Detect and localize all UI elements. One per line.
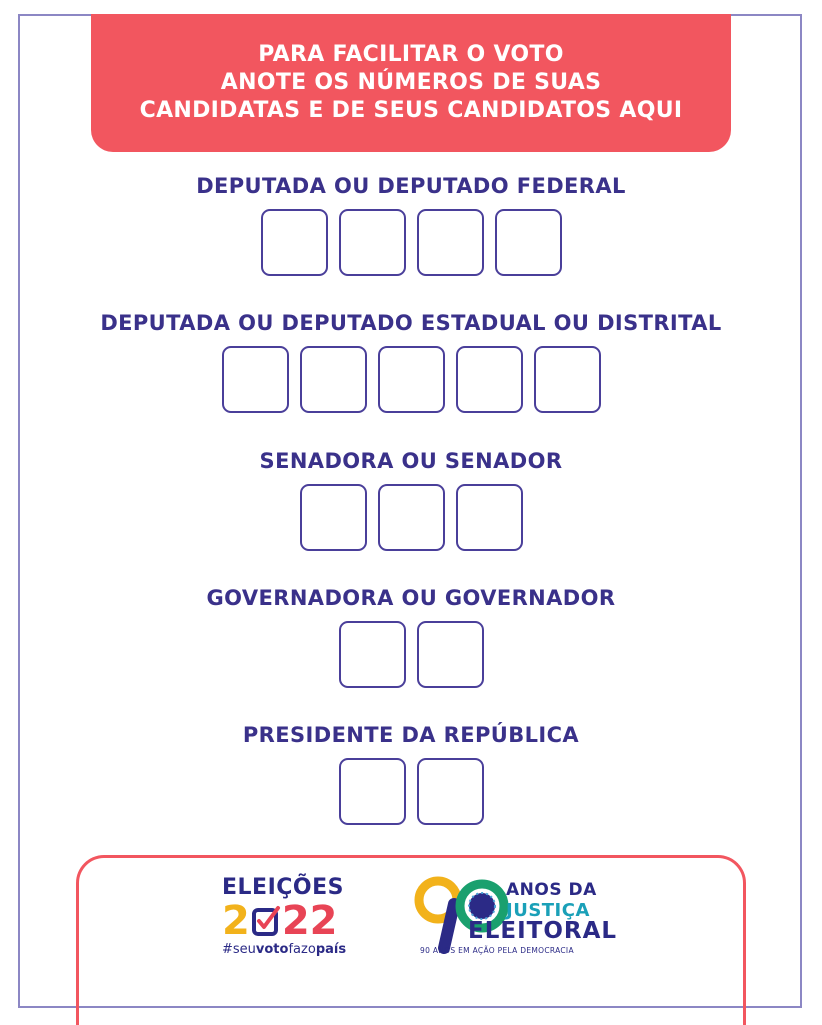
- year-2022: 2 22: [222, 898, 338, 944]
- eleicoes-title: ELEIÇÕES: [222, 875, 344, 900]
- digit-box[interactable]: [339, 621, 406, 688]
- digit-box[interactable]: [417, 758, 484, 825]
- digit-box[interactable]: [378, 346, 445, 413]
- banner-line-1: PARA FACILITAR O VOTO: [258, 42, 564, 67]
- label-senator: SENADORA OU SENADOR: [259, 449, 563, 473]
- banner-line-2: ANOTE OS NÚMEROS DE SUAS: [220, 70, 602, 95]
- eleicoes-2022-logo: [222, 876, 362, 958]
- logo-justica: JUSTIÇA: [506, 900, 590, 921]
- digit-box[interactable]: [378, 484, 445, 551]
- banner-line-3: CANDIDATAS E DE SEUS CANDIDATOS AQUI: [139, 98, 683, 123]
- digit-box[interactable]: [300, 484, 367, 551]
- label-federal-deputy: DEPUTADA OU DEPUTADO FEDERAL: [196, 174, 626, 198]
- checkbox-icon: [251, 904, 281, 938]
- label-state-deputy: DEPUTADA OU DEPUTADO ESTADUAL OU DISTRITAL: [100, 311, 722, 335]
- digits-federal-deputy: [18, 209, 804, 276]
- digit-box[interactable]: [222, 346, 289, 413]
- digit-box[interactable]: [456, 346, 523, 413]
- digit-box[interactable]: [339, 758, 406, 825]
- digit-box[interactable]: [300, 346, 367, 413]
- logo-anos-da: ANOS DA: [506, 880, 597, 900]
- label-president: PRESIDENTE DA REPÚBLICA: [242, 723, 580, 747]
- digits-state-deputy: [18, 346, 804, 413]
- digit-box[interactable]: [495, 209, 562, 276]
- digits-governor: [18, 621, 804, 688]
- digit-box[interactable]: [339, 209, 406, 276]
- digits-senator: [18, 484, 804, 551]
- logo-tagline: 90 ANOS EM AÇÃO PELA DEMOCRACIA: [420, 946, 574, 955]
- digit-box[interactable]: [534, 346, 601, 413]
- digit-box[interactable]: [417, 209, 484, 276]
- hashtag: #seuvotofazopaís: [222, 942, 347, 957]
- logo-eleitoral: ELEITORAL: [468, 918, 618, 944]
- header-banner: [91, 14, 731, 152]
- label-governor: GOVERNADORA OU GOVERNADOR: [206, 586, 616, 610]
- digit-box[interactable]: [456, 484, 523, 551]
- digits-president: [18, 758, 804, 825]
- digit-box[interactable]: [417, 621, 484, 688]
- footer-panel: [76, 855, 746, 1025]
- digit-box[interactable]: [261, 209, 328, 276]
